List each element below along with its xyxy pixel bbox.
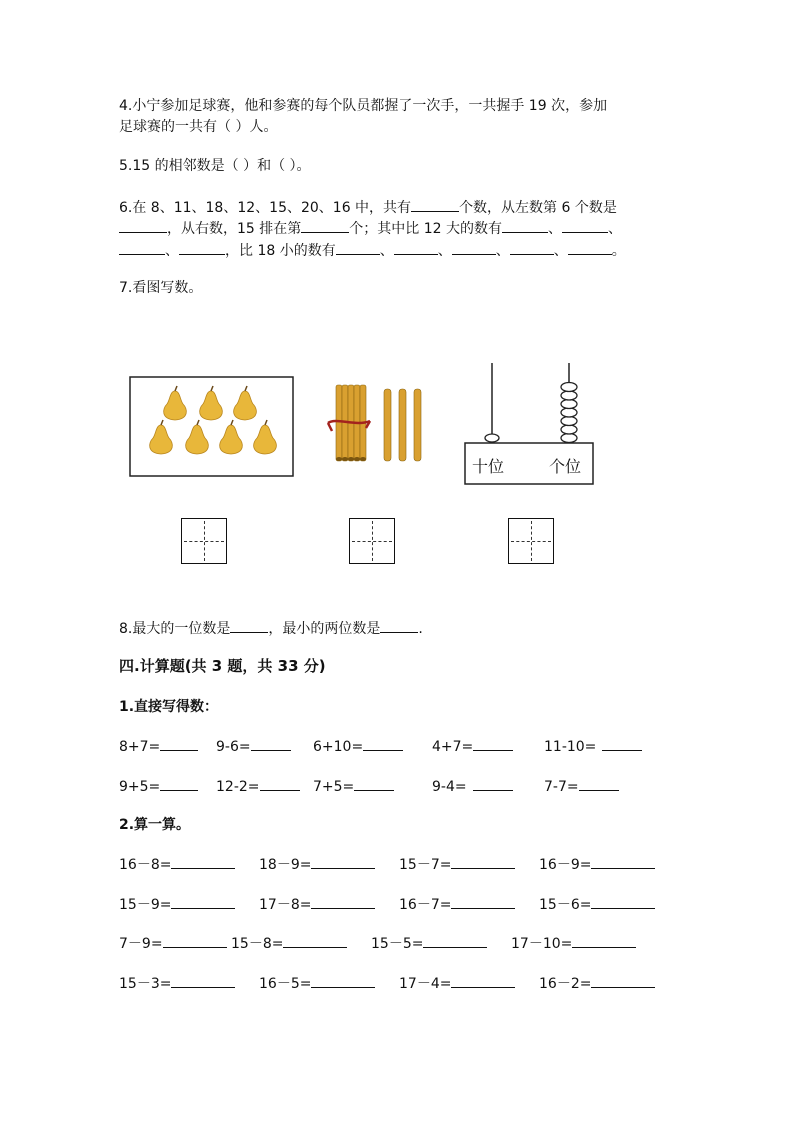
answer-blank[interactable] (591, 973, 655, 988)
calc-item (216, 736, 291, 757)
calc-expression: 9-4= (432, 779, 467, 795)
calc-expression: 15－9= (119, 897, 172, 913)
answer-blank[interactable] (230, 618, 268, 633)
calc-expression: 7+5= (313, 779, 355, 795)
answer-blank[interactable] (591, 894, 655, 909)
abacus-icon (463, 361, 597, 487)
q4-line1: 4.小宁参加足球赛，他和参赛的每个队员都握了一次手，一共握手 19 次，参加 (119, 98, 608, 114)
answer-blank[interactable] (163, 933, 227, 948)
answer-blank[interactable] (311, 973, 375, 988)
abacus-bead (561, 417, 577, 426)
calc1-title: 1.直接写得数： (119, 699, 219, 715)
answer-blank[interactable] (363, 736, 403, 751)
single-stick-icon (384, 389, 391, 461)
answer-blank[interactable] (423, 933, 487, 948)
abacus-bead (561, 425, 577, 434)
q6-sep: 、 (379, 243, 394, 259)
calc-expression: 7－9= (119, 936, 163, 952)
single-stick-icon (399, 389, 406, 461)
calc-item (399, 854, 515, 875)
calc-item (313, 776, 394, 797)
answer-blank[interactable] (171, 894, 235, 909)
calc-expression: 15－3= (119, 976, 172, 992)
q8-a: 8.最大的一位数是 (119, 621, 231, 637)
answer-blank[interactable] (380, 618, 418, 633)
calc-item (119, 776, 198, 797)
answer-blank[interactable] (311, 854, 375, 869)
answer-blank[interactable] (160, 776, 198, 791)
calc-expression: 4+7= (432, 739, 474, 755)
q8-b: ，最小的两位数是 (268, 621, 381, 637)
q4-line2: 足球赛的一共有（ ）人。 (119, 119, 278, 135)
stick-bundle-icon (326, 381, 436, 467)
answer-blank[interactable] (354, 776, 394, 791)
calc-expression: 11-10= (544, 739, 597, 755)
calc-expression: 6+10= (313, 739, 364, 755)
calc-item (259, 854, 375, 875)
calc-expression: 16－7= (399, 897, 452, 913)
answer-blank[interactable] (473, 736, 513, 751)
answer-blank[interactable] (452, 240, 496, 255)
calc-item (259, 894, 375, 915)
answer-blank[interactable] (473, 776, 513, 791)
answer-blank[interactable] (602, 736, 642, 751)
q6-sep: 、 (553, 243, 568, 259)
q5-text: 5.15 的相邻数是（ ）和（ ）。 (119, 158, 311, 174)
q6-line3 (119, 240, 626, 261)
calc-item (313, 736, 403, 757)
abacus-bead (561, 434, 577, 443)
calc-expression: 9-6= (216, 739, 251, 755)
q6-end: 。 (611, 243, 626, 259)
calc-item (119, 933, 227, 954)
q6-sep: 、 (495, 243, 510, 259)
calc-item (539, 854, 655, 875)
answer-blank[interactable] (451, 854, 515, 869)
calc-item (432, 736, 513, 757)
calc-item (119, 894, 235, 915)
calc-expression: 18－9= (259, 857, 312, 873)
single-stick-icon (414, 389, 421, 461)
answer-blank[interactable] (451, 894, 515, 909)
calc-item (119, 854, 235, 875)
q6-line1-b: 个数，从左数第 6 个数是 (459, 200, 617, 216)
calc-expression: 15－7= (399, 857, 452, 873)
answer-blank[interactable] (502, 218, 548, 233)
answer-blank[interactable] (311, 894, 375, 909)
pear-picture (129, 376, 295, 478)
calc-item (544, 736, 642, 757)
q6-sep: 、 (607, 221, 622, 237)
calc-item (371, 933, 487, 954)
calc-item (511, 933, 636, 954)
abacus-bead (561, 408, 577, 417)
answer-blank[interactable] (572, 933, 636, 948)
calc-expression: 17－4= (399, 976, 452, 992)
q6-line3-mid: ，比 18 小的数有 (225, 243, 336, 259)
calc-expression: 16－5= (259, 976, 312, 992)
answer-blank[interactable] (171, 854, 235, 869)
answer-blank[interactable] (283, 933, 347, 948)
q6-sep: 、 (165, 243, 179, 259)
answer-blank[interactable] (411, 197, 459, 212)
answer-blank[interactable] (562, 218, 608, 233)
calc-expression: 8+7= (119, 739, 161, 755)
answer-blank[interactable] (579, 776, 619, 791)
calc-item (399, 894, 515, 915)
calc-item (399, 973, 515, 994)
q6-line2-b: 个；其中比 12 大的数有 (349, 221, 502, 237)
answer-blank[interactable] (301, 218, 349, 233)
answer-blank[interactable] (171, 973, 235, 988)
calc-expression: 17－8= (259, 897, 312, 913)
answer-blank[interactable] (568, 240, 612, 255)
calc-item (216, 776, 300, 797)
answer-blank[interactable] (119, 240, 165, 255)
calc-item (259, 973, 375, 994)
answer-blank[interactable] (510, 240, 554, 255)
answer-blank[interactable] (591, 854, 655, 869)
calc-item (544, 776, 619, 797)
answer-blank[interactable] (179, 240, 225, 255)
q6-line1-a: 6.在 8、11、18、12、15、20、16 中，共有 (119, 200, 412, 216)
abacus-ones-label: 个位 (549, 457, 582, 476)
q7-title: 7.看图写数。 (119, 280, 203, 296)
calc-expression: 16－8= (119, 857, 172, 873)
q6-line1 (119, 197, 617, 218)
calc2-title: 2.算一算。 (119, 817, 191, 833)
calc-expression: 12-2= (216, 779, 260, 795)
abacus-bead (561, 391, 577, 400)
write-box-icon[interactable] (181, 518, 227, 564)
answer-blank[interactable] (119, 218, 167, 233)
q8-c: . (418, 621, 423, 637)
answer-blank[interactable] (260, 776, 300, 791)
section-heading: 四.计算题(共 3 题，共 33 分) (119, 657, 326, 675)
calc-expression: 15－5= (371, 936, 424, 952)
calc-item (119, 973, 235, 994)
q8-line (119, 618, 423, 639)
calc-item (539, 973, 655, 994)
calc-expression: 16－9= (539, 857, 592, 873)
answer-blank[interactable] (394, 240, 438, 255)
calc-item (539, 894, 655, 915)
calc-expression: 15－8= (231, 936, 284, 952)
answer-blank[interactable] (251, 736, 291, 751)
abacus-tens-label: 十位 (472, 457, 505, 476)
answer-blank[interactable] (336, 240, 380, 255)
q6-line2-a: ，从右数，15 排在第 (167, 221, 302, 237)
calc-item (231, 933, 347, 954)
answer-blank[interactable] (451, 973, 515, 988)
calc-expression: 15－6= (539, 897, 592, 913)
calc-item (119, 736, 198, 757)
write-box-icon[interactable] (349, 518, 395, 564)
q6-sep: 、 (547, 221, 562, 237)
calc-expression: 7-7= (544, 779, 579, 795)
calc-item (432, 776, 513, 797)
abacus-bead (561, 400, 577, 409)
answer-blank[interactable] (160, 736, 198, 751)
write-box-icon[interactable] (508, 518, 554, 564)
calc-expression: 17－10= (511, 936, 573, 952)
calc-expression: 9+5= (119, 779, 161, 795)
q6-line2 (119, 218, 622, 239)
q6-sep: 、 (437, 243, 452, 259)
calc-expression: 16－2= (539, 976, 592, 992)
abacus-bead (561, 383, 577, 392)
